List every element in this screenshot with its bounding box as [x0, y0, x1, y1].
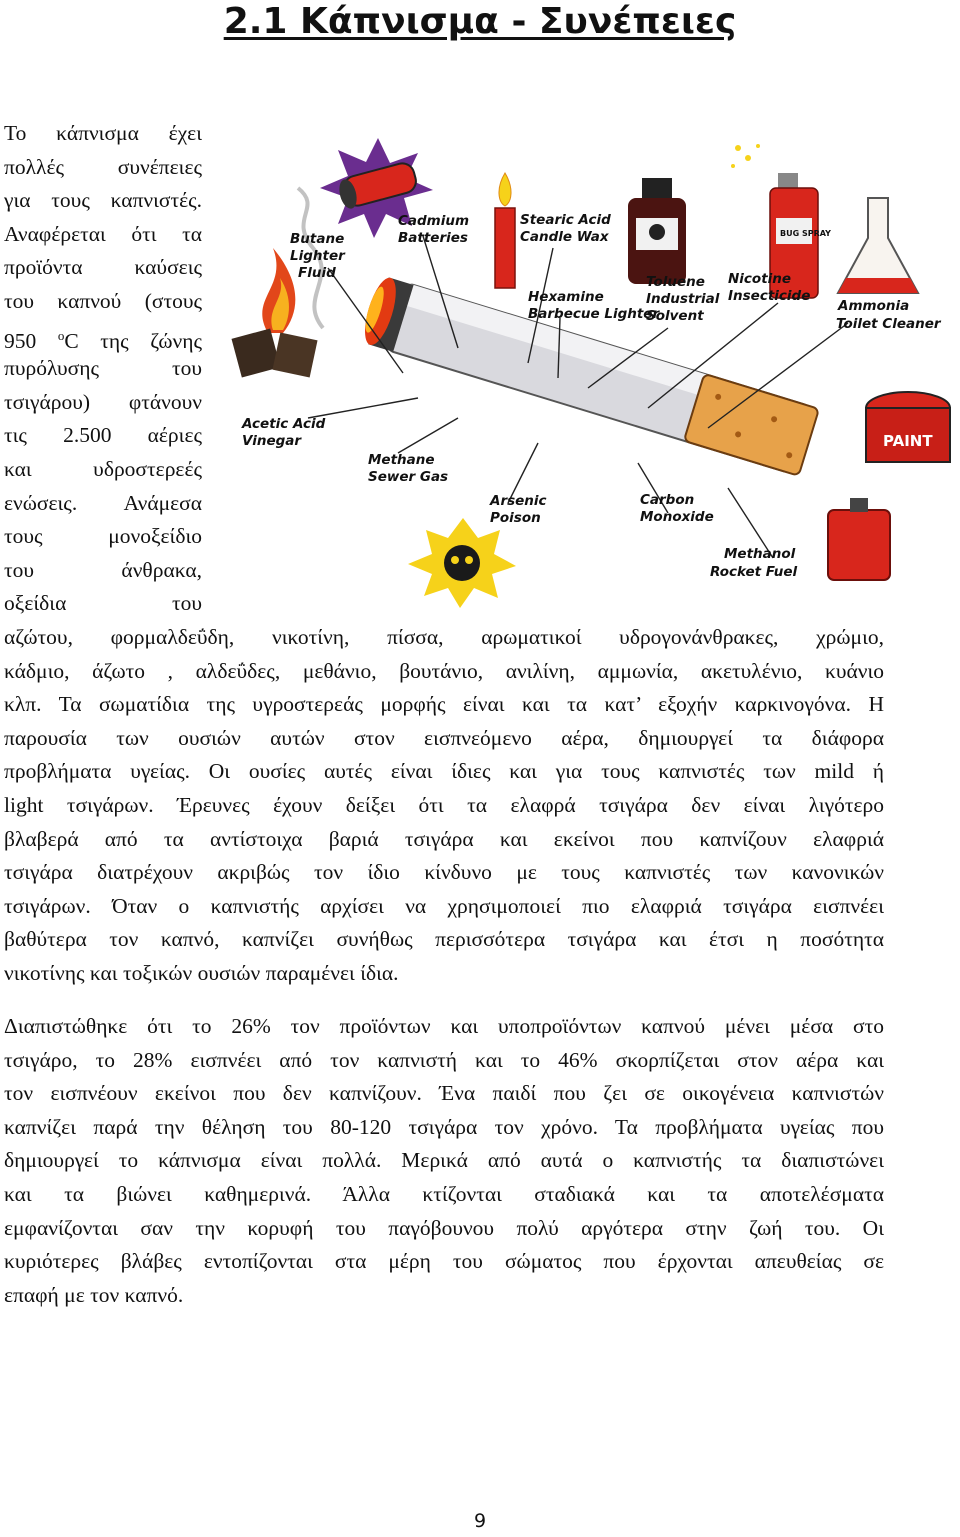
flask-icon — [838, 198, 918, 293]
candle-icon — [495, 173, 515, 288]
label-hexamine — [528, 289, 660, 322]
svg-text:Barbecue Lighter: Barbecue Lighter — [528, 306, 660, 322]
paragraph-second — [4, 1010, 884, 1312]
text-line: δημιουργεί το κάπνισμα είναι πολλά. Μερικά από αυτά ο καπνιστής τα διαπιστώνει — [4, 1148, 884, 1173]
temperature-unit-text: C της ζώνης — [64, 328, 203, 353]
svg-text:Candle Wax: Candle Wax — [520, 229, 609, 245]
text-line: καπνίζει παρά την θέληση του 80-120 τσιγάρα τον χρόνο. Τα προβλήματα υγείας που — [4, 1114, 884, 1139]
paragraph-intro-wide — [4, 621, 884, 991]
text-line: Το κάπνισμα έχει — [4, 121, 202, 145]
svg-text:Poison: Poison — [490, 510, 541, 526]
bug-spray-label: BUG SPRAY — [780, 229, 831, 238]
text-line: Αναφέρεται ότι τα — [4, 221, 202, 246]
svg-text:Lighter: Lighter — [290, 248, 345, 264]
text-line: ενώσεις. Ανάμεσα — [4, 490, 202, 515]
svg-text:Arsenic: Arsenic — [490, 493, 547, 509]
label-carbon — [640, 492, 714, 525]
svg-text:Industrial: Industrial — [646, 291, 720, 307]
svg-text:Fluid: Fluid — [298, 265, 336, 281]
text-line: τσιγάρων. Όταν ο καπνιστής αρχίσει να χρησιμοποιεί πιο ελαφριά τσιγάρα εισπνέει — [4, 893, 884, 918]
label-methanol — [710, 546, 798, 580]
cigarette-chemicals-illustration — [228, 118, 956, 618]
label-stearic — [520, 212, 611, 245]
fuel-can-icon — [828, 498, 890, 580]
text-line: light τσιγάρων. Έρευνες έχουν δείξει ότι τα ελαφρά τσιγάρα δεν είναι λιγότερο — [4, 792, 884, 817]
poison-bottle-icon — [628, 178, 686, 284]
text-line: προϊόντα καύσεις — [4, 255, 202, 280]
svg-text:Batteries: Batteries — [398, 230, 468, 246]
text-line: κυριότερες βλάβες εντοπίζονται στα μέρη του σώματος που έρχονται απευθείας σε — [4, 1249, 884, 1274]
text-line: τσιγάρα διατρέχουν ακριβώς τον ίδιο κίνδυνο με τους καπνιστές των κανονικών — [4, 860, 884, 885]
text-line: και υδροστερεές — [4, 456, 202, 481]
label-acetic — [241, 416, 326, 449]
label-butane — [290, 231, 346, 281]
text-line: πολλές συνέπειες — [4, 154, 202, 179]
svg-text:Insecticide: Insecticide — [728, 288, 811, 304]
text-line: τους μονοξείδιο — [4, 524, 202, 549]
svg-text:Methane: Methane — [368, 452, 435, 468]
page-title: 2.1 Κάπνισμα - Συνέπειες — [223, 1, 737, 42]
svg-text:Hexamine: Hexamine — [528, 289, 604, 305]
text-line: βαθύτερα τον καπνό, καπνίζει συνήθως περισσότερα τσιγάρα και έτσι η ποσότητα — [4, 927, 884, 952]
text-line: επαφή με τον καπνό. — [4, 1282, 184, 1307]
text-line: του καπνού (στους — [4, 288, 202, 313]
svg-text:Solvent: Solvent — [646, 308, 704, 324]
label-ammonia — [836, 298, 942, 332]
paint-can-icon — [866, 392, 950, 462]
svg-text:Vinegar: Vinegar — [242, 433, 302, 449]
text-line: και τα βιώνει καθημερινά. Άλλα κτίζονται σταδιακά και τα αποτελέσματα — [4, 1181, 884, 1206]
text-line: για τους καπνιστές. — [4, 188, 202, 213]
text-line: κλπ. Τα σωματίδια της υγροστερεάς μορφής είναι και τα κατ’ εξοχήν καρκινογόνα. Η — [4, 692, 884, 717]
label-cadmium — [398, 213, 469, 246]
svg-text:Nicotine: Nicotine — [728, 271, 792, 287]
svg-text:Methanol: Methanol — [724, 546, 796, 562]
svg-text:Carbon: Carbon — [640, 492, 695, 508]
svg-text:Ammonia: Ammonia — [838, 298, 910, 314]
page-number: 9 — [473, 1510, 487, 1532]
text-line: κάδμιο, άζωτο , αλδεΰδες, μεθάνιο, βουτάνιο, ανιλίνη, αμμωνία, ακετυλένιο, κυάνιο — [4, 658, 884, 683]
text-line: αζώτου, φορμαλδεΰδη, νικοτίνη, πίσσα, αρωματικοί υδρογονάνθρακες, χρώμιο, — [4, 625, 884, 649]
text-line: παρουσία των ουσιών αυτών στον εισπνεόμενο αέρα, δημιουργεί τα διάφορα — [4, 725, 884, 750]
paint-label: PAINT — [883, 432, 933, 450]
text-line: βλαβερά από τα αντίστοιχα βαριά τσιγάρα και εκείνοι που καπνίζουν ελαφριά — [4, 826, 884, 851]
text-line: οξείδια του — [4, 591, 202, 616]
paragraph-intro-narrow — [4, 117, 202, 621]
text-line: τσιγάρο, το 28% εισπνέει από τον καπνιστή και το 46% σκορπίζεται στον αέρα και — [4, 1047, 884, 1072]
degree-superscript: ο — [57, 327, 65, 343]
temperature-value: 950 — [4, 328, 58, 353]
text-line: εμφανίζονται σαν την κορυφή του παγόβουνου πολύ αργότερα στην ζωή του. Οι — [4, 1215, 884, 1240]
text-line-degrees — [4, 319, 202, 353]
svg-text:Rocket Fuel: Rocket Fuel — [710, 564, 798, 580]
svg-text:Sewer Gas: Sewer Gas — [368, 469, 449, 485]
svg-text:Toilet Cleaner: Toilet Cleaner — [836, 316, 941, 332]
text-line: τον εισπνέουν εκείνοι που δεν καπνίζουν. Ένα παιδί που ζει σε οικογένεια καπνιστών — [4, 1081, 884, 1106]
text-line: Διαπιστώθηκε ότι το 26% τον προϊόντων και υποπροϊόντων καπνού μένει μέσα στο — [4, 1014, 884, 1038]
svg-text:Cadmium: Cadmium — [398, 213, 470, 229]
skull-crossbones-icon — [408, 518, 516, 608]
text-line: πυρόλυσης του — [4, 356, 202, 381]
svg-text:Butane: Butane — [290, 231, 345, 247]
text-line: τσιγάρου) φτάνουν — [4, 389, 202, 414]
text-line: του άνθρακα, — [4, 557, 202, 582]
text-line: προβλήματα υγείας. Οι ουσίες αυτές είναι ίδιες και για τους καπνιστές των mild ή — [4, 759, 884, 784]
svg-text:Stearic Acid: Stearic Acid — [520, 212, 611, 228]
svg-text:Monoxide: Monoxide — [640, 509, 714, 525]
text-line: νικοτίνης και τοξικών ουσιών παραμένει ίδια. — [4, 960, 399, 985]
svg-text:Toluene: Toluene — [646, 274, 705, 290]
label-methane — [368, 452, 448, 485]
svg-text:Acetic Acid: Acetic Acid — [242, 416, 326, 432]
label-arsenic — [489, 493, 547, 526]
text-line: τις 2.500 αέριες — [4, 423, 202, 448]
